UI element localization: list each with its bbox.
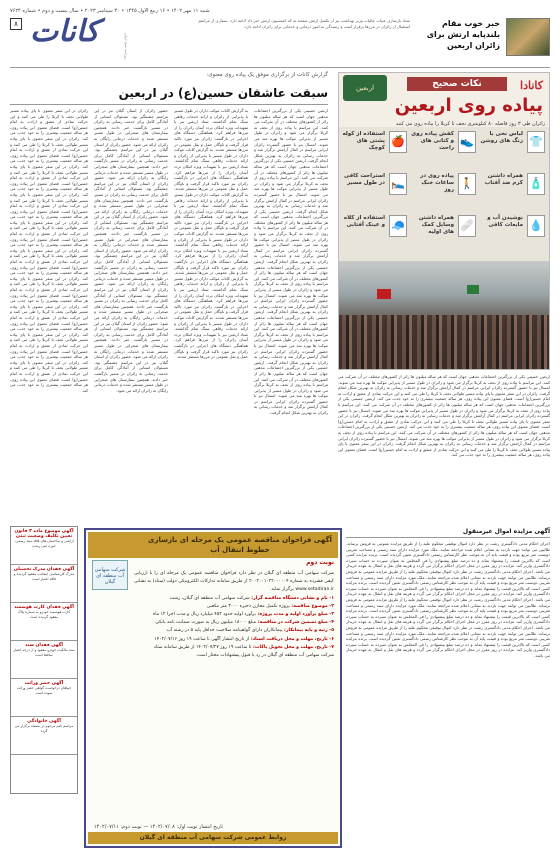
tip-item [410,215,476,255]
article-column-4: زائران در این سفر معنوی با پای پیاده مسیر طولانی نجف تا کربلا را طی می کنند و این حرکت نمادی از عشق و ارادت به امام حسین(ع) است. فضای معنوی این پیاده روی، هر ساله جمعیت بیشتری را به خود جذب می کند. زائران در این سفر معنوی با پای پیاده مسیر طولانی نجف تا کربلا را طی می کنند و این حرکت نمادی از عشق و ارادت به امام حسین(ع) است. فضای معنوی این پیاده روی، هر ساله جمعیت بیشتری را به خود جذب می کند. زائران در این سفر معنوی با پای پیاده مسیر طولانی نجف تا کربلا را طی می کنند و این حرکت نمادی از عشق و ارادت به امام حسین(ع) است. فضای معنوی این پیاده روی، هر ساله جمعیت بیشتری را به خود جذب می کند. زائران در این سفر معنوی با پای پیاده مسیر طولانی نجف تا کربلا را طی می کنند و این حرکت نمادی از عشق و ارادت به امام حسین(ع) است. فضای معنوی این پیاده روی، هر ساله جمعیت بیشتری را به خود جذب می کند. زائران در این سفر معنوی با پای پیاده مسیر طولانی نجف تا کربلا را طی می کنند و این حرکت نمادی از عشق و ارادت به امام حسین(ع) است. فضای معنوی این پیاده روی، هر ساله جمعیت بیشتری را به خود جذب می کند. زائران در این سفر معنوی با پای پیاده مسیر طولانی نجف تا کربلا را طی می کنند و این حرکت نمادی از عشق و ارادت به امام حسین(ع) است. فضای معنوی این پیاده روی، هر ساله جمعیت بیشتری را به خود جذب می کند. زائران در این سفر معنوی با پای پیاده مسیر طولانی نجف تا کربلا را طی می کنند و این حرکت نمادی از عشق و ارادت به امام حسین(ع) است. فضای معنوی این پیاده روی، هر ساله جمعیت بیشتری را به خود جذب می کند. زائران در این سفر معنوی با پای پیاده مسیر طولانی نجف تا کربلا را طی می کنند و این حرکت نمادی از عشق و ارادت به امام حسین(ع) است. فضای معنوی این پیاده روی، هر ساله جمعیت بیشتری را به خود جذب می کند. زائران در این سفر معنوی با پای پیاده مسیر طولانی نجف تا کربلا را طی می کنند و این حرکت نمادی از عشق و ارادت به امام حسین(ع) است. فضای معنوی این پیاده روی، هر ساله جمعیت بیشتری را به خود جذب می کند. زائران در این سفر معنوی با پای پیاده مسیر طولانی نجف تا کربلا را طی می کنند و این حرکت نمادی از عشق و ارادت به امام حسین(ع) است. فضای معنوی این پیاده روی، هر ساله جمعیت بیشتری را به خود جذب می کند. [10,108,88,393]
report-kicker: گزارش کانات از برگزاری موفق یک پیاده روی معنوی: [206,72,328,78]
infographic-headline: پیاده روی اربعین [394,95,543,116]
tender-clause [134,603,334,611]
auction-body: اجرای احکام مدنی دادگستری رشت در نظر دارد اموال توقیفی محکوم علیه را از طریق مزایده عمومی به فروش برساند. طالبین می توانند جهت بازدید به نشانی اعلام شده مراجعه نمایند. ملک مورد مزایده دارای سند رسمی و مساحت تقریبی دویست متر مربع بوده و قیمت پایه آن به موجب نظر کارشناس رسمی دادگستری تعیین گردیده است. برنده مزایده کسی است که بالاترین قیمت را پیشنهاد نماید و ده درصد مبلغ پیشنهادی را فی المجلس به عنوان سپرده به حساب سپرده دادگستری واریز کند. مزایده در روز مقرر در محل اجرای احکام برگزار می گردد و هزینه های نقل و انتقال به عهده خریدار می باشد. اجرای احکام مدنی دادگستری رشت در نظر دارد اموال توقیفی محکوم علیه را از طریق مزایده عمومی به فروش برساند. طالبین می توانند جهت بازدید به نشانی اعلام شده مراجعه نمایند. ملک مورد مزایده دارای سند رسمی و مساحت تقریبی دویست متر مربع بوده و قیمت پایه آن به موجب نظر کارشناس رسمی دادگستری تعیین گردیده است. برنده مزایده کسی است که بالاترین قیمت را پیشنهاد نماید و ده درصد مبلغ پیشنهادی را فی المجلس به عنوان سپرده به حساب سپرده دادگستری واریز کند. مزایده در روز مقرر در محل اجرای احکام برگزار می گردد و هزینه های نقل و انتقال به عهده خریدار می باشد. اجرای احکام مدنی دادگستری رشت در نظر دارد اموال توقیفی محکوم علیه را از طریق مزایده عمومی به فروش برساند. طالبین می توانند جهت بازدید به نشانی اعلام شده مراجعه نمایند. ملک مورد مزایده دارای سند رسمی و مساحت تقریبی دویست متر مربع بوده و قیمت پایه آن به موجب نظر کارشناس رسمی دادگستری تعیین گردیده است. برنده مزایده کسی است که بالاترین قیمت را پیشنهاد نماید و ده درصد مبلغ پیشنهادی را فی المجلس به عنوان سپرده به حساب سپرده دادگستری واریز کند. مزایده در روز مقرر در محل اجرای احکام برگزار می گردد و هزینه های نقل و انتقال به عهده خریدار می باشد. اجرای احکام مدنی دادگستری رشت در نظر دارد اموال توقیفی محکوم علیه را از طریق مزایده عمومی به فروش برساند. طالبین می توانند جهت بازدید به نشانی اعلام شده مراجعه نمایند. ملک مورد مزایده دارای سند رسمی و مساحت تقریبی دویست متر مربع بوده و قیمت پایه آن به موجب نظر کارشناس رسمی دادگستری تعیین گردیده است. برنده مزایده کسی است که بالاترین قیمت را پیشنهاد نماید و ده درصد مبلغ پیشنهادی را فی المجلس به عنوان سپرده به حساب سپرده دادگستری واریز کند. مزایده در روز مقرر در محل اجرای احکام برگزار می گردد و هزینه های نقل و انتقال به عهده خریدار می باشد. [346,541,550,658]
tip-item [341,173,407,213]
top-headline-copy: ستاد بازسازی عتبات عالیات وزیر بهداشت نیز از تکمیل ارتش صفحه نه که کمیسیون ارتش خبر داد ادامه دارد. بسیاری از مراسم استقبال از زائران در مرزها برقرار است و رسیدگی به امور درمانی و خدماتی برای زائران ادامه دارد. [198,18,410,29]
tender-clause-text: تا ساعت ۱۹ روز ۱۴۰۲/۰۷/۲۷ از طریق سامانه ستاد [153,644,252,650]
tender-clause [134,595,334,603]
classified-ad-title: آگهی فقدان مدرک تحصیلی [13,567,75,572]
top-headline[interactable]: خبر خوب مقام بلندپایه ارتش برای زائران اربعین [426,19,500,50]
article-column-2: به گزارش کانات موکب داران در طول مسیر با پذیرایی از زائران و ارائه خدمات رفاهی سنگ تمام گذاشتند. ستاد اربعین نیز با تمهیدات ویژه امکان تردد آسان زائران را از مرزها فراهم کرد. هماهنگی دستگاه های اجرایی در بازگشت زائران نیز مورد تاکید قرار گرفت و ناوگان حمل و نقل عمومی در مرزها مستقر شدند. به گزارش کانات موکب داران در طول مسیر با پذیرایی از زائران و ارائه خدمات رفاهی سنگ تمام گذاشتند. ستاد اربعین نیز با تمهیدات ویژه امکان تردد آسان زائران را از مرزها فراهم کرد. هماهنگی دستگاه های اجرایی در بازگشت زائران نیز مورد تاکید قرار گرفت و ناوگان حمل و نقل عمومی در مرزها مستقر شدند. به گزارش کانات موکب داران در طول مسیر با پذیرایی از زائران و ارائه خدمات رفاهی سنگ تمام گذاشتند. ستاد اربعین نیز با تمهیدات ویژه امکان تردد آسان زائران را از مرزها فراهم کرد. هماهنگی دستگاه های اجرایی در بازگشت زائران نیز مورد تاکید قرار گرفت و ناوگان حمل و نقل عمومی در مرزها مستقر شدند. به گزارش کانات موکب داران در طول مسیر با پذیرایی از زائران و ارائه خدمات رفاهی سنگ تمام گذاشتند. ستاد اربعین نیز با تمهیدات ویژه امکان تردد آسان زائران را از مرزها فراهم کرد. هماهنگی دستگاه های اجرایی در بازگشت زائران نیز مورد تاکید قرار گرفت و ناوگان حمل و نقل عمومی در مرزها مستقر شدند. به گزارش کانات موکب داران در طول مسیر با پذیرایی از زائران و ارائه خدمات رفاهی سنگ تمام گذاشتند. ستاد اربعین نیز با تمهیدات ویژه امکان تردد آسان زائران را از مرزها فراهم کرد. هماهنگی دستگاه های اجرایی در بازگشت زائران نیز مورد تاکید قرار گرفت و ناوگان حمل و نقل عمومی در مرزها مستقر شدند. به گزارش کانات موکب داران در طول مسیر با پذیرایی از زائران و ارائه خدمات رفاهی سنگ تمام گذاشتند. ستاد اربعین نیز با تمهیدات ویژه امکان تردد آسان زائران را از مرزها فراهم کرد. هماهنگی دستگاه های اجرایی در بازگشت زائران نیز مورد تاکید قرار گرفت و ناوگان حمل و نقل عمومی در مرزها مستقر شدند. [174,108,248,360]
tender-clause-label: ۱- نام و نشانی دستگاه مناقصه گزار: [249,595,334,601]
classified-ad-title: آگهی حصر وراثت [24,681,64,686]
tip-text: کفش پیاده روی و کتانی های راحت [411,131,454,151]
classified-ad-body: سند مالکیت خودرو مفقود و از درجه اعتبار ساقط است [13,648,75,657]
tender-clause-text: شرکت سهامی آب منطقه ای گیلان در رد یا قبول پیشنهادات مختار است. [195,653,334,659]
tip-item [479,173,545,213]
divider [10,104,328,105]
tip-icon: 🧢 [389,215,407,237]
tender-clause-label: ۷- تاریخ، مهلت و محل تحویل پاکات: [251,644,334,650]
tip-icon: 🧴 [527,173,545,195]
tender-clause [134,636,334,644]
classified-ad-body: مراسم ختم مرحوم در مسجد برگزار می گردد [14,724,74,733]
tip-icon: 💧 [527,215,545,237]
arbaeen-seal: اربعین [343,75,387,101]
tip-item [410,173,476,213]
tender-banner [88,532,338,558]
tender-clause [134,570,334,595]
tender-clause-text: از تاریخ انتشار آگهی تا ساعت ۱۹ روز ۱۴۰۲/۰۷/۱۶ [154,636,250,642]
crowd [338,315,549,370]
article-column-3: حضور زائران از استان گیلان نیز در این مراسم چشمگیر بود. مسئولان استانی از آمادگی کامل برای خدمت رسانی به زائران در مسیر بازگشت خبر دادند. همچنین بیمارستان های صحرایی در طول مسیر مستقر شده و خدمات درمانی رایگان به زائران ارائه می شود. حضور زائران از استان گیلان نیز در این مراسم چشمگیر بود. مسئولان استانی از آمادگی کامل برای خدمت رسانی به زائران در مسیر بازگشت خبر دادند. همچنین بیمارستان های صحرایی در طول مسیر مستقر شده و خدمات درمانی رایگان به زائران ارائه می شود. حضور زائران از استان گیلان نیز در این مراسم چشمگیر بود. مسئولان استانی از آمادگی کامل برای خدمت رسانی به زائران در مسیر بازگشت خبر دادند. همچنین بیمارستان های صحرایی در طول مسیر مستقر شده و خدمات درمانی رایگان به زائران ارائه می شود. حضور زائران از استان گیلان نیز در این مراسم چشمگیر بود. مسئولان استانی از آمادگی کامل برای خدمت رسانی به زائران در مسیر بازگشت خبر دادند. همچنین بیمارستان های صحرایی در طول مسیر مستقر شده و خدمات درمانی رایگان به زائران ارائه می شود. حضور زائران از استان گیلان نیز در این مراسم چشمگیر بود. مسئولان استانی از آمادگی کامل برای خدمت رسانی به زائران در مسیر بازگشت خبر دادند. همچنین بیمارستان های صحرایی در طول مسیر مستقر شده و خدمات درمانی رایگان به زائران ارائه می شود. حضور زائران از استان گیلان نیز در این مراسم چشمگیر بود. مسئولان استانی از آمادگی کامل برای خدمت رسانی به زائران در مسیر بازگشت خبر دادند. همچنین بیمارستان های صحرایی در طول مسیر مستقر شده و خدمات درمانی رایگان به زائران ارائه می شود. حضور زائران از استان گیلان نیز در این مراسم چشمگیر بود. مسئولان استانی از آمادگی کامل برای خدمت رسانی به زائران در مسیر بازگشت خبر دادند. همچنین بیمارستان های صحرایی در طول مسیر مستقر شده و خدمات درمانی رایگان به زائران ارائه می شود. حضور زائران از استان گیلان نیز در این مراسم چشمگیر بود. مسئولان استانی از آمادگی کامل برای خدمت رسانی به زائران در مسیر بازگشت خبر دادند. همچنین بیمارستان های صحرایی در طول مسیر مستقر شده و خدمات درمانی رایگان به زائران ارائه می شود. [94,108,168,393]
tender-clause-label: ۴- مبلغ تضمین شرکت در مناقصه: [256,620,334,626]
headline-thumbnail [506,18,550,56]
report-title[interactable]: سبقت عاشقان حسین(ع) در اربعین [118,86,328,100]
classified-ad-title: آگهی موضوع ماده ۳ قانون تعیین تکلیف وضعیت ثبتی [14,529,74,539]
infographic-tab: نکات صحیح [407,77,507,91]
infographic-brand: کانادا [520,79,543,92]
classified-ad-body: خواهان درخواست گواهی حصر وراثت نموده است [16,686,72,695]
tender-dates: تاریخ انتشار نوبت اول: ۱۴۰۲/۰۷/۰۸ — نوبت دوم: ۱۴۰۲/۰۷/۱۱ [94,824,224,830]
tip-icon: 🛌 [389,173,407,195]
infographic-subline: زائران طی ۳ روز فاصله ۸۰ کیلومتری نجف تا کربلا را پیاده روی می کنند [395,121,545,127]
tender-clause [134,652,334,660]
infographic-header [338,73,549,127]
masthead [10,6,550,68]
tip-item [479,215,545,255]
tender-footer: روابط عمومی شرکت سهامی آب منطقه ای گیلان [88,832,338,844]
tip-item [341,131,407,171]
tender-clause-text: مبلغ ۱۸۰۰۰ میلیون ریال به صورت ضمانت نامه بانکی [155,620,257,626]
classified-ad[interactable] [11,679,77,717]
tender-clause-label: ۳- مبلغ برآورد اولیه و مدت پروژه: [255,612,334,618]
classified-ad[interactable] [11,527,77,565]
tender-clause [134,619,334,627]
classified-ad[interactable] [11,565,77,603]
tender-clause-text: شرکت سهامی آب منطقه ای گیلان در نظر دارد فراخوان مناقصه عمومی یک مرحله ای را با ارزیابی کیفی فشرده به شماره ۲۰۰۲۰۰۱۰۲۲۰۰۰۰۰۴ از طریق سامانه تدارکات الکترونیکی دولت (ستاد) به نشانی www.setadiran.ir برگزار نماید. [134,571,334,593]
auction-notice [346,528,550,848]
article-column-1: اربعین حسینی یکی از بزرگترین اجتماعات مذهبی جهان است که هر ساله میلیون ها زائر از کشورهای مختلف در آن شرکت می کنند. این مراسم با پیاده روی از نجف به کربلا برگزار می شود و زائران در طول مسیر از پذیرایی موکب ها بهره مند می شوند. امسال نیز با حضور گسترده زائران ایرانی مراسم در کمال آرامش برگزار شد و خدمات رسانی به زائران به بهترین شکل انجام گرفت. اربعین حسینی یکی از بزرگترین اجتماعات مذهبی جهان است که هر ساله میلیون ها زائر از کشورهای مختلف در آن شرکت می کنند. این مراسم با پیاده روی از نجف به کربلا برگزار می شود و زائران در طول مسیر از پذیرایی موکب ها بهره مند می شوند. امسال نیز با حضور گسترده زائران ایرانی مراسم در کمال آرامش برگزار شد و خدمات رسانی به زائران به بهترین شکل انجام گرفت. اربعین حسینی یکی از بزرگترین اجتماعات مذهبی جهان است که هر ساله میلیون ها زائر از کشورهای مختلف در آن شرکت می کنند. این مراسم با پیاده روی از نجف به کربلا برگزار می شود و زائران در طول مسیر از پذیرایی موکب ها بهره مند می شوند. امسال نیز با حضور گسترده زائران ایرانی مراسم در کمال آرامش برگزار شد و خدمات رسانی به زائران به بهترین شکل انجام گرفت. اربعین حسینی یکی از بزرگترین اجتماعات مذهبی جهان است که هر ساله میلیون ها زائر از کشورهای مختلف در آن شرکت می کنند. این مراسم با پیاده روی از نجف به کربلا برگزار می شود و زائران در طول مسیر از پذیرایی موکب ها بهره مند می شوند. امسال نیز با حضور گسترده زائران ایرانی مراسم در کمال آرامش برگزار شد و خدمات رسانی به زائران به بهترین شکل انجام گرفت. اربعین حسینی یکی از بزرگترین اجتماعات مذهبی جهان است که هر ساله میلیون ها زائر از کشورهای مختلف در آن شرکت می کنند. این مراسم با پیاده روی از نجف به کربلا برگزار می شود و زائران در طول مسیر از پذیرایی موکب ها بهره مند می شوند. امسال نیز با حضور گسترده زائران ایرانی مراسم در کمال آرامش برگزار شد و خدمات رسانی به زائران به بهترین شکل انجام گرفت. اربعین حسینی یکی از بزرگترین اجتماعات مذهبی جهان است که هر ساله میلیون ها زائر از کشورهای مختلف در آن شرکت می کنند. این مراسم با پیاده روی از نجف به کربلا برگزار می شود و زائران در طول مسیر از پذیرایی موکب ها بهره مند می شوند. امسال نیز با حضور گسترده زائران ایرانی مراسم در کمال آرامش برگزار شد و خدمات رسانی به زائران به بهترین شکل انجام گرفت. [254,108,328,416]
feature-body-text: اربعین حسینی یکی از بزرگترین اجتماعات مذهبی جهان است که هر ساله میلیون ها زائر از کشورهای مختلف در آن شرکت می کنند. این مراسم با پیاده روی از نجف به کربلا برگزار می شود و زائران در طول مسیر از پذیرایی موکب ها بهره مند می شوند. امسال نیز با حضور گسترده زائران ایرانی مراسم در کمال آرامش برگزار شد و خدمات رسانی به زائران به بهترین شکل انجام گرفت. زائران در این سفر معنوی با پای پیاده مسیر طولانی نجف تا کربلا را طی می کنند و این حرکت نمادی از عشق و ارادت به امام حسین(ع) است. فضای معنوی این پیاده روی، هر ساله جمعیت بیشتری را به خود جذب می کند. اربعین حسینی یکی از بزرگترین اجتماعات مذهبی جهان است که هر ساله میلیون ها زائر از کشورهای مختلف در آن شرکت می کنند. این مراسم با پیاده روی از نجف به کربلا برگزار می شود و زائران در طول مسیر از پذیرایی موکب ها بهره مند می شوند. امسال نیز با حضور گسترده زائران ایرانی مراسم در کمال آرامش برگزار شد و خدمات رسانی به زائران به بهترین شکل انجام گرفت. زائران در این سفر معنوی با پای پیاده مسیر طولانی نجف تا کربلا را طی می کنند و این حرکت نمادی از عشق و ارادت به امام حسین(ع) است. فضای معنوی این پیاده روی، هر ساله جمعیت بیشتری را به خود جذب می کند. اربعین حسینی یکی از بزرگترین اجتماعات مذهبی جهان است که هر ساله میلیون ها زائر از کشورهای مختلف در آن شرکت می کنند. این مراسم با پیاده روی از نجف به کربلا برگزار می شود و زائران در طول مسیر از پذیرایی موکب ها بهره مند می شوند. امسال نیز با حضور گسترده زائران ایرانی مراسم در کمال آرامش برگزار شد و خدمات رسانی به زائران به بهترین شکل انجام گرفت. زائران در این سفر معنوی با پای پیاده مسیر طولانی نجف تا کربلا را طی می کنند و این حرکت نمادی از عشق و ارادت به امام حسین(ع) است. فضای معنوی این پیاده روی، هر ساله جمعیت بیشتری را به خود جذب می کند. [338,374,550,458]
tender-clause-text: پیمانکاران دارای گواهینامه صلاحیت حداقل پایه ۵ در رشته آب [166,628,283,634]
newspaper-page [10,6,550,850]
tender-clause-label: ۶- تاریخ، مهلت و محل دریافت اسناد: [249,636,334,642]
green-flag [467,285,479,294]
classified-ad[interactable] [11,641,77,679]
page-number: ۸ [10,18,22,30]
classified-ads [10,526,78,794]
tip-text: همراه داشتن کرم ضد آفتاب [484,173,523,186]
classified-ad[interactable] [11,603,77,641]
pilgrims-photo [338,261,549,370]
tender-round: نوبت دوم [306,559,334,566]
tips-grid [341,131,545,257]
classified-ad-title: آگهی فقدان کارت هوشمند [14,605,74,610]
tender-clause [134,644,334,652]
tender-clause-text: پروژه تکمیل مخازن ذخیره ۳۰۰۰ متر مکعبی [206,603,290,609]
classified-ad-title: آگهی خانوادگی [27,719,61,724]
tip-icon: 🚶 [458,173,476,195]
tender-clause-text: برآورد اولیه حدود ۴۵۲ میلیارد ریال و مدت اجرا ۱۲ ماه [152,612,256,618]
auction-title: آگهی مزایده اموال غیرمنقول [346,528,550,538]
water-company-logo: شرکت سهامی آب منطقه ای گیلان [92,560,128,590]
tip-text: پیاده روی در ساعات خنک روز [420,173,454,193]
classified-ad[interactable] [11,717,77,755]
red-flag [377,289,391,299]
tip-text: همراه داشتن وسایل کمک های اولیه [418,215,454,235]
tender-notice [84,528,342,848]
tip-icon: 🍎 [389,131,407,153]
tender-clause-label: ۵- رتبه و پایه پیمانکار: [282,628,334,634]
tip-text: نوشیدن آب و مایعات کافی [487,215,523,228]
tender-clause-label: ۲- موضوع مناقصه: [289,603,334,609]
tender-clause-text: شرکت سهامی آب منطقه ای گیلان، رشت [169,595,250,601]
tender-clause [134,627,334,635]
classified-ad-body: اراضی و ساختمان های فاقد سند رسمی، حوزه ثبتی رشت [14,539,74,548]
tip-item [479,131,545,171]
tip-item [410,131,476,171]
tip-icon: 👟 [458,131,476,153]
tip-text: استفاده از کلاه و عینک آفتابی [343,215,385,228]
date-strip: شنبه ۱۱ مهر ۱۴۰۲ • ۱۶ ربیع الاول ۱۴۴۵ • ۳۰ سپتامبر ۲۰۲۳ • سال بیست و دوم • شماره ۷۶۲۴ [10,8,210,14]
tender-title: آگهی فراخوان مناقصه عمومی یک مرحله ای بازسازی خطوط انتقال آب [148,536,332,554]
tip-item [341,215,407,255]
newspaper-logo: کانات [30,14,100,49]
tender-clause [134,611,334,619]
tender-body [134,570,334,660]
classified-ad-title: آگهی فقدان سند [25,643,63,648]
tip-text: استفاده از کوله پشتی های کوچک [342,131,385,151]
logo-tagline: روزنامه صبح ایران [124,33,128,60]
tip-text: استراحت کافی در طول مسیر [344,173,385,186]
tip-text: لباس نخی با رنگ های روشن [480,131,523,144]
classified-ad-body: مدرک کارشناسی اینجانب مفقود گردیده و فاقد اعتبار است [13,572,75,581]
arbaeen-infographic [338,72,550,370]
tip-icon: 👕 [527,131,545,153]
classified-ad-body: کارت هوشمند خودرو به شماره پلاک مفقود گردیده است [17,610,71,619]
tip-icon: 🩹 [458,215,476,237]
